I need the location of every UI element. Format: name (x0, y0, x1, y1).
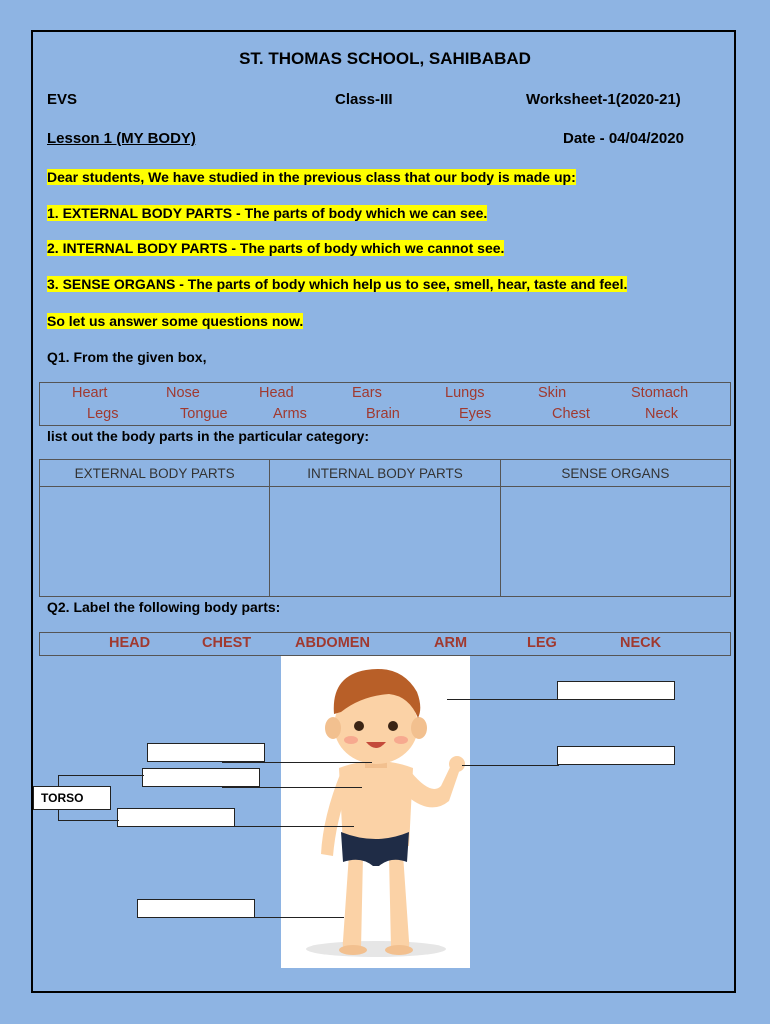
label-answer-box[interactable] (142, 768, 260, 787)
word-box-item: Heart (72, 385, 108, 401)
answer-cell-sense[interactable] (500, 487, 730, 597)
intro-line-1: Dear students, We have studied in the previous class that our body is made up: (47, 169, 576, 185)
label-answer-box[interactable] (557, 746, 675, 765)
q2-question: Q2. Label the following body parts: (47, 599, 281, 615)
word-box-item: Arms (273, 406, 307, 422)
category-table (39, 459, 731, 597)
word-box-item: Eyes (459, 406, 492, 422)
torso-label: TORSO (33, 786, 111, 810)
label-answer-box[interactable] (557, 681, 675, 700)
label-word: ARM (434, 635, 468, 651)
torso-bracket (58, 820, 119, 821)
date-label: Date - 04/04/2020 (563, 130, 684, 147)
column-header-external: EXTERNAL BODY PARTS (40, 460, 270, 487)
intro-line-5: So let us answer some questions now. (47, 313, 304, 329)
school-title: ST. THOMAS SCHOOL, SAHIBABAD (239, 49, 531, 68)
q1-instruction: list out the body parts in the particular category: (47, 428, 370, 444)
subject: EVS (47, 91, 78, 108)
label-leader-line (447, 699, 559, 700)
column-header-internal: INTERNAL BODY PARTS (270, 460, 500, 487)
word-box-item: Legs (87, 406, 119, 422)
answer-cell-internal[interactable] (270, 487, 500, 597)
label-leader-line (222, 787, 362, 788)
q1-question: Q1. From the given box, (47, 349, 207, 365)
word-box-item: Neck (645, 406, 679, 422)
word-box-item: Tongue (180, 406, 228, 422)
label-word: HEAD (109, 635, 151, 651)
word-box-item: Stomach (631, 385, 689, 401)
label-word: LEG (527, 635, 557, 651)
word-box-item: Skin (538, 385, 567, 401)
label-leader-line (222, 917, 344, 918)
torso-bracket (58, 775, 144, 776)
word-box-item: Lungs (445, 385, 485, 401)
word-box-item: Nose (166, 385, 200, 401)
label-answer-box[interactable] (147, 743, 265, 762)
word-box-item: Head (259, 385, 294, 401)
word-box-item: Brain (366, 406, 400, 422)
label-leader-line (222, 826, 354, 827)
word-box-item: Chest (552, 406, 590, 422)
worksheet-label: Worksheet-1(2020-21) (526, 91, 681, 108)
answer-cell-external[interactable] (40, 487, 270, 597)
intro-line-2: 1. EXTERNAL BODY PARTS - The parts of body which we can see. (47, 205, 488, 221)
label-word: CHEST (202, 635, 252, 651)
label-word: ABDOMEN (295, 635, 370, 651)
class-label: Class-III (335, 91, 393, 108)
label-answer-box[interactable] (117, 808, 235, 827)
column-header-sense: SENSE ORGANS (500, 460, 730, 487)
word-box-item: Ears (352, 385, 382, 401)
boy-illustration (281, 656, 470, 968)
label-leader-line (222, 762, 372, 763)
label-word: NECK (620, 635, 662, 651)
label-answer-box[interactable] (137, 899, 255, 918)
label-leader-line (462, 765, 559, 766)
lesson-label: Lesson 1 (MY BODY) (47, 130, 196, 147)
intro-line-3: 2. INTERNAL BODY PARTS - The parts of body which we cannot see. (47, 240, 505, 256)
intro-line-4: 3. SENSE ORGANS - The parts of body which help us to see, smell, hear, taste and feel. (47, 276, 628, 292)
